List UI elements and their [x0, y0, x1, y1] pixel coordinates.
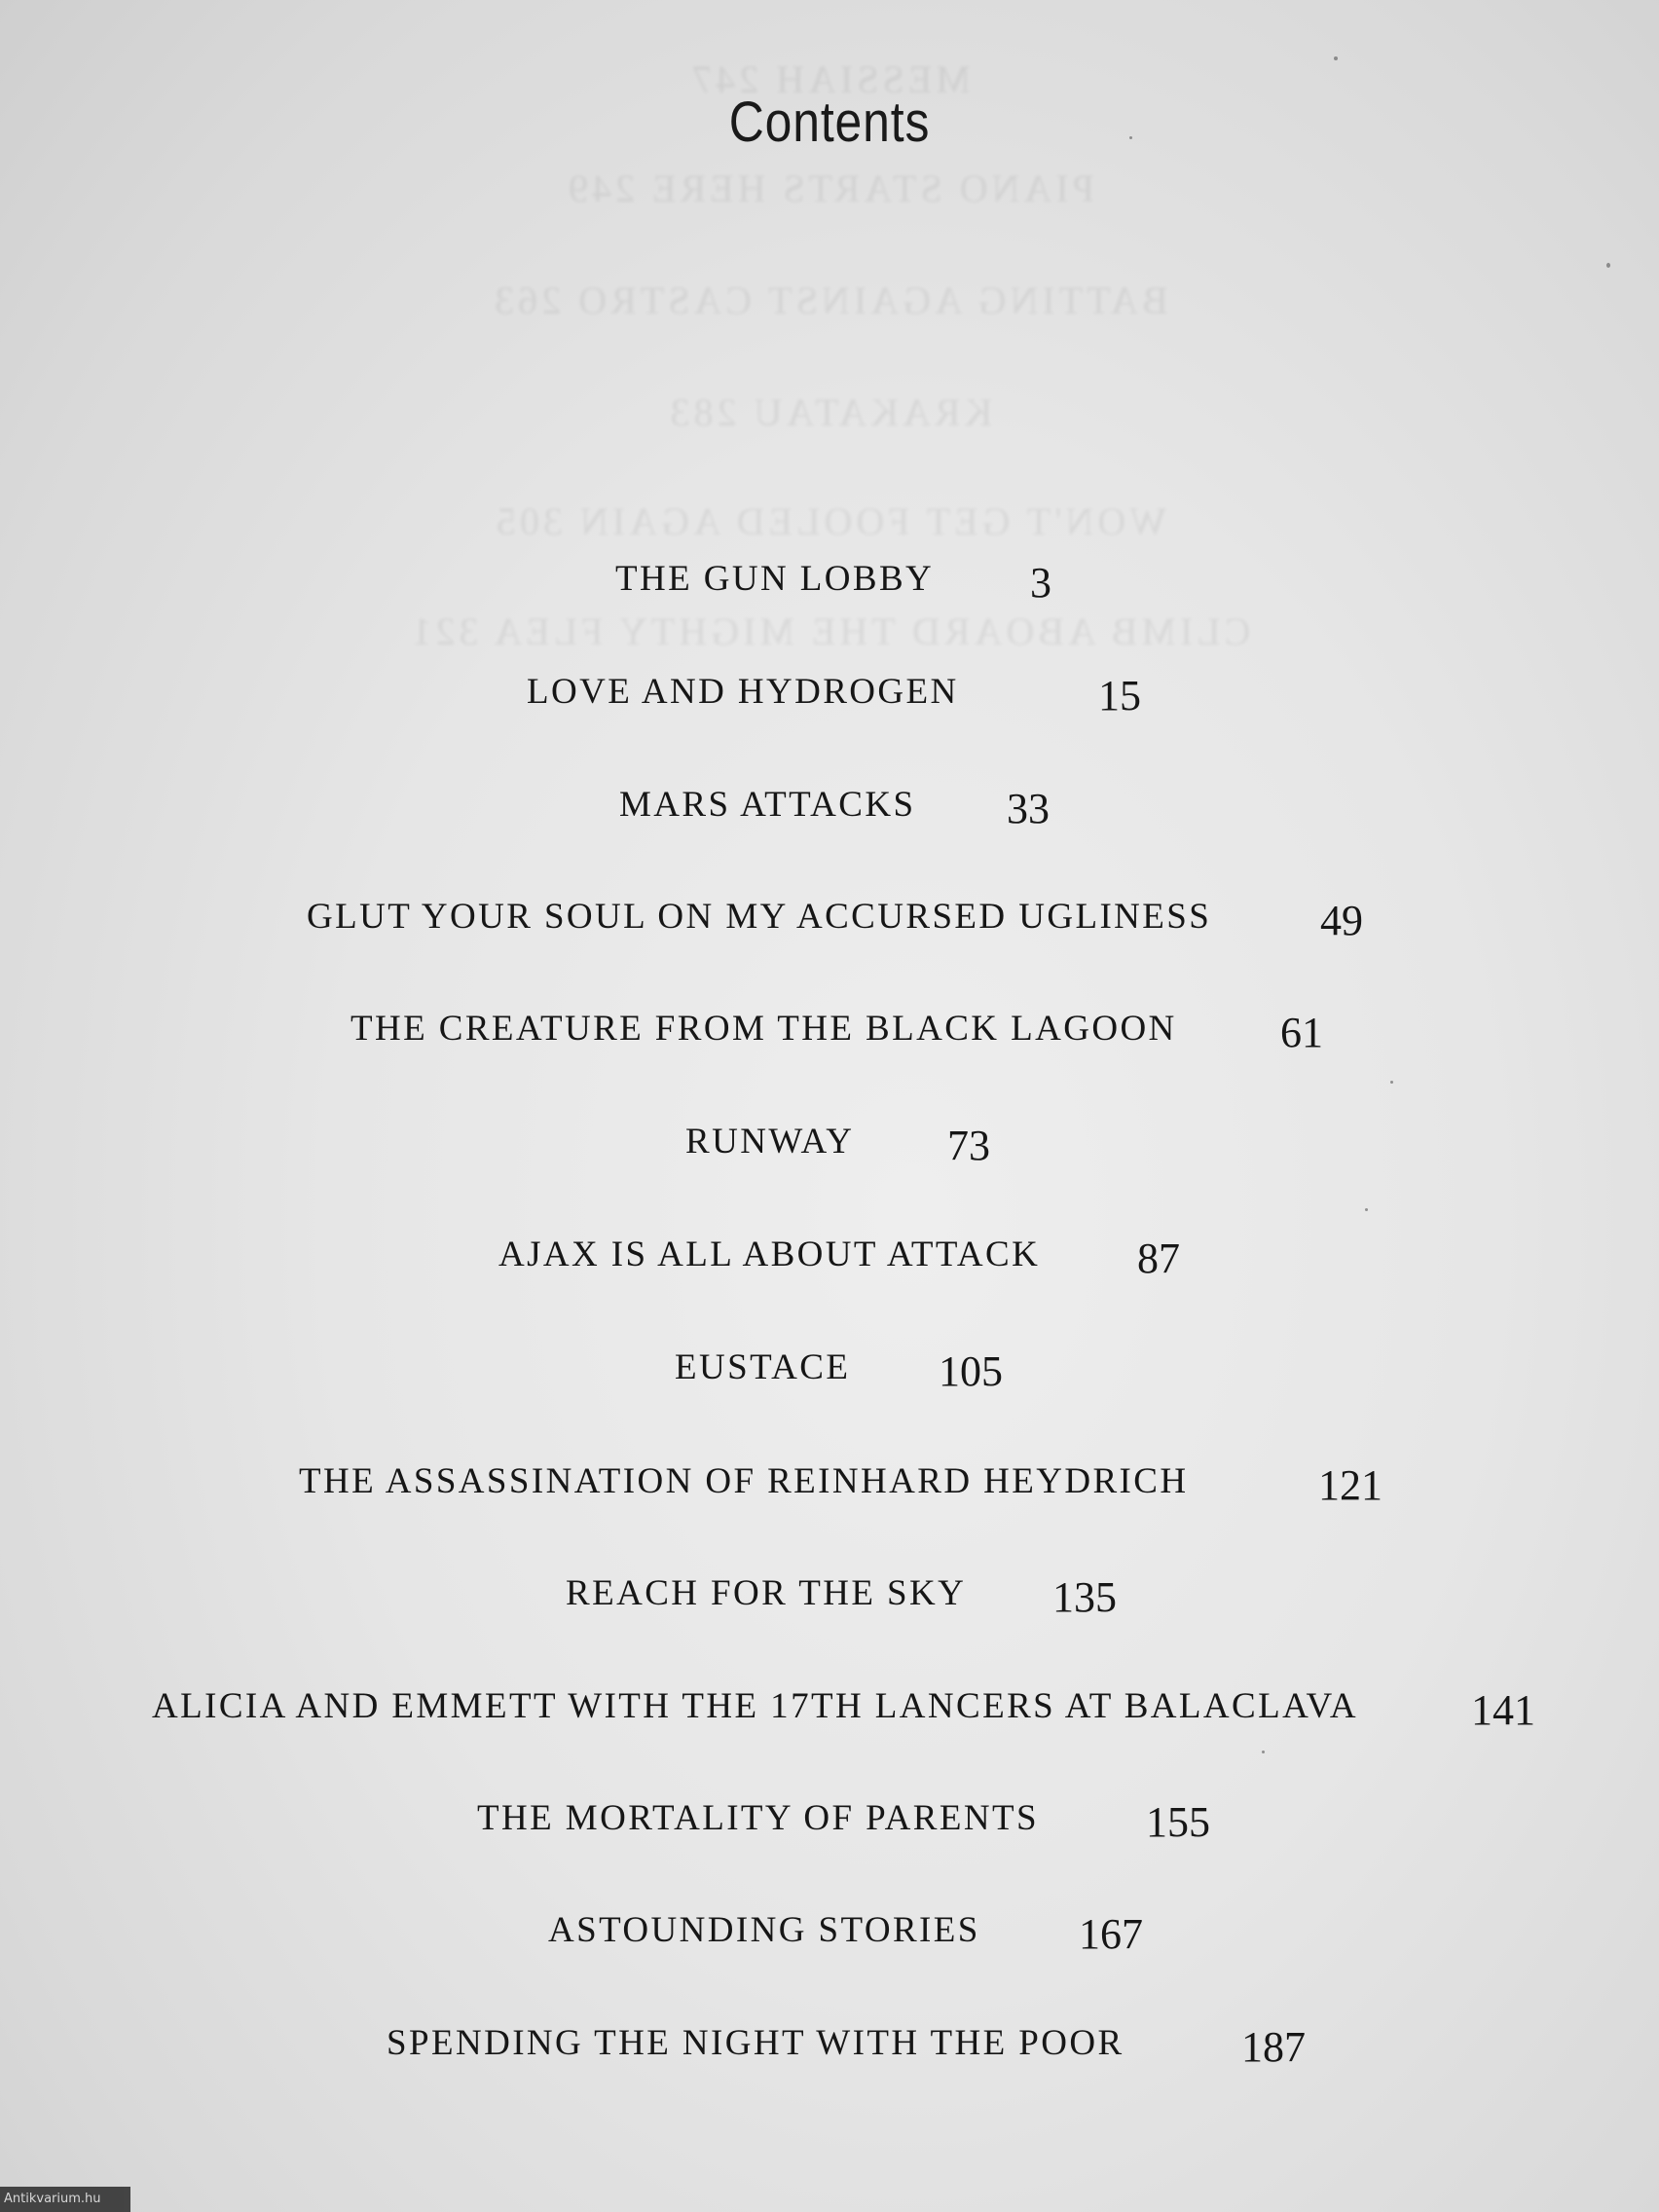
- toc-entry-title: GLUT YOUR SOUL ON MY ACCURSED UGLINESS: [307, 897, 1212, 937]
- toc-entry-page: 61: [1280, 1009, 1323, 1056]
- toc-entry-title: THE CREATURE FROM THE BLACK LAGOON: [350, 1009, 1177, 1049]
- toc-entry-title: EUSTACE: [675, 1347, 851, 1387]
- toc-entry: [0, 555, 1659, 613]
- toc-entry: [0, 893, 1659, 951]
- dust-speck: [1606, 263, 1610, 268]
- toc-entry: [0, 668, 1659, 726]
- toc-entry: [0, 1794, 1659, 1853]
- toc-entry-title: THE MORTALITY OF PARENTS: [477, 1798, 1039, 1838]
- toc-entry-page: 87: [1137, 1235, 1180, 1282]
- page-title: Contents: [728, 91, 931, 154]
- dust-speck: [1390, 1081, 1393, 1084]
- toc-entry-page: 121: [1318, 1461, 1382, 1509]
- toc-entry-title: AJAX IS ALL ABOUT ATTACK: [498, 1235, 1041, 1274]
- toc-entry-page: 167: [1079, 1910, 1143, 1958]
- toc-entry-title: THE ASSASSINATION OF REINHARD HEYDRICH: [299, 1461, 1189, 1501]
- dust-speck: [1262, 1751, 1265, 1753]
- toc-entry-title: ALICIA AND EMMETT WITH THE 17TH LANCERS AT BALACLAVA: [152, 1686, 1358, 1726]
- toc-entry-title: LOVE AND HYDROGEN: [527, 672, 959, 712]
- toc-entry-page: 33: [1007, 785, 1050, 832]
- toc-entry: [0, 1682, 1659, 1741]
- toc-entry: [0, 1118, 1659, 1176]
- toc-entry-page: 141: [1471, 1686, 1535, 1734]
- toc-entry: [0, 1231, 1659, 1289]
- toc-entry-page: 3: [1030, 559, 1051, 607]
- toc-entry: [0, 1005, 1659, 1063]
- toc-entry-page: 155: [1146, 1798, 1210, 1846]
- toc-entry-page: 105: [939, 1347, 1003, 1395]
- toc-entry: [0, 1906, 1659, 1965]
- toc-entry: [0, 781, 1659, 839]
- toc-entry: [0, 2019, 1659, 2078]
- bleed-through-line: PIANO STARTS HERE 249: [565, 166, 1094, 210]
- bleed-through-line: MESSIAH 247: [688, 57, 971, 101]
- dust-speck: [1334, 56, 1338, 60]
- bleed-through-line: CLIMB ABOARD THE MIGHTY FLEA 321: [408, 609, 1251, 653]
- bleed-through-line: KRAKATAU 283: [666, 390, 993, 434]
- toc-entry-page: 15: [1098, 672, 1141, 719]
- toc-entry-title: SPENDING THE NIGHT WITH THE POOR: [387, 2023, 1124, 2063]
- toc-entry-page: 49: [1320, 897, 1363, 944]
- dust-speck: [1129, 136, 1132, 139]
- bleed-through-line: WON'T GET FOOLED AGAIN 305: [493, 499, 1166, 543]
- toc-entry: [0, 1457, 1659, 1516]
- toc-entry-page: 187: [1241, 2023, 1306, 2071]
- toc-entry-page: 73: [947, 1122, 990, 1169]
- toc-entry-title: MARS ATTACKS: [619, 785, 916, 825]
- bleed-through-line: BATTING AGAINST CASTRO 263: [491, 278, 1168, 322]
- toc-entry-page: 135: [1052, 1573, 1117, 1621]
- watermark-text: Antikvarium.hu: [0, 2187, 130, 2212]
- toc-entry-title: RUNWAY: [685, 1122, 855, 1161]
- toc-entry-title: ASTOUNDING STORIES: [548, 1910, 980, 1950]
- toc-entry: [0, 1344, 1659, 1402]
- toc-entry: [0, 1569, 1659, 1628]
- dust-speck: [1365, 1208, 1368, 1211]
- toc-entry-title: REACH FOR THE SKY: [566, 1573, 967, 1613]
- toc-entry-title: THE GUN LOBBY: [615, 559, 935, 599]
